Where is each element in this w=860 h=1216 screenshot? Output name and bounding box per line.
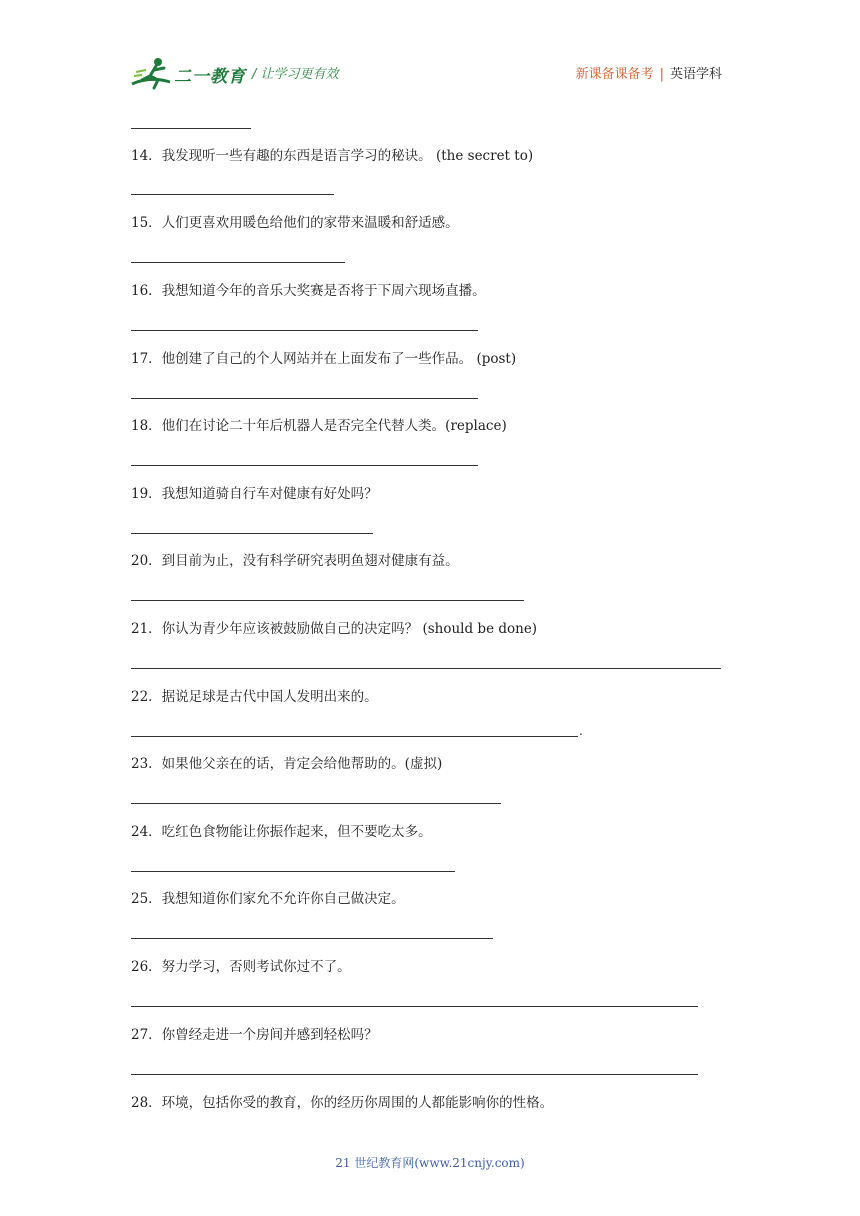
question-17: 17．他创建了自己的个人网站并在上面发布了一些作品。 (post)	[131, 351, 517, 367]
header-separator: |	[659, 67, 664, 82]
answer-line-18	[131, 465, 478, 466]
question-19: 19．我想知道骑自行车对健康有好处吗？	[131, 486, 378, 502]
question-18: 18．他们在讨论二十年后机器人是否完全代替人类。(replace)	[131, 418, 507, 434]
answer-line-20	[131, 600, 524, 601]
exam-label: 新课备课备考	[575, 67, 654, 82]
answer-line-25	[131, 938, 493, 939]
answer-line-26	[131, 1006, 698, 1007]
brand-name: 二一教育	[174, 67, 246, 87]
question-23: 23．如果他父亲在的话，肯定会给他帮助的。(虚拟)	[131, 756, 443, 772]
question-22: 22．据说足球是古代中国人发明出来的。	[131, 689, 378, 705]
question-25: 25．我想知道你们家允不允许你自己做决定。	[131, 891, 405, 907]
answer-line-16	[131, 330, 478, 331]
answer-line-17	[131, 398, 478, 399]
brand-slogan: / 让学习更有效	[252, 67, 339, 82]
answer-line-27	[131, 1074, 698, 1075]
answer-line-21	[131, 668, 721, 669]
subject-label: 英语学科	[669, 67, 722, 82]
answer-line-22	[131, 736, 578, 737]
answer-line-13	[131, 128, 251, 129]
period-mark: .	[579, 724, 583, 738]
question-20: 20．到目前为止，没有科学研究表明鱼翅对健康有益。	[131, 553, 459, 569]
answer-line-19	[131, 533, 373, 534]
question-24: 24．吃红色食物能让你振作起来，但不要吃太多。	[131, 824, 432, 840]
question-16: 16．我想知道今年的音乐大奖赛是否将于下周六现场直播。	[131, 283, 486, 299]
page-footer: 21 世纪教育网(www.21cnjy.com)	[335, 1156, 525, 1170]
question-28: 28．环境，包括你受的教育，你的经历你周围的人都能影响你的性格。	[131, 1095, 554, 1111]
question-21: 21．你认为青少年应该被鼓励做自己的决定吗？ (should be done)	[131, 621, 538, 637]
answer-line-24	[131, 871, 455, 872]
answer-line-14	[131, 194, 334, 195]
header-right	[576, 63, 722, 82]
answer-line-15	[131, 262, 345, 263]
question-26: 26．努力学习，否则考试你过不了。	[131, 959, 351, 975]
question-27: 27．你曾经走进一个房间并感到轻松吗？	[131, 1027, 378, 1043]
question-15: 15．人们更喜欢用暖色给他们的家带来温暖和舒适感。	[131, 215, 459, 231]
question-14: 14．我发现听一些有趣的东西是语言学习的秘诀。 (the secret to)	[131, 148, 534, 164]
page-header	[0, 0, 860, 100]
answer-line-23	[131, 803, 501, 804]
